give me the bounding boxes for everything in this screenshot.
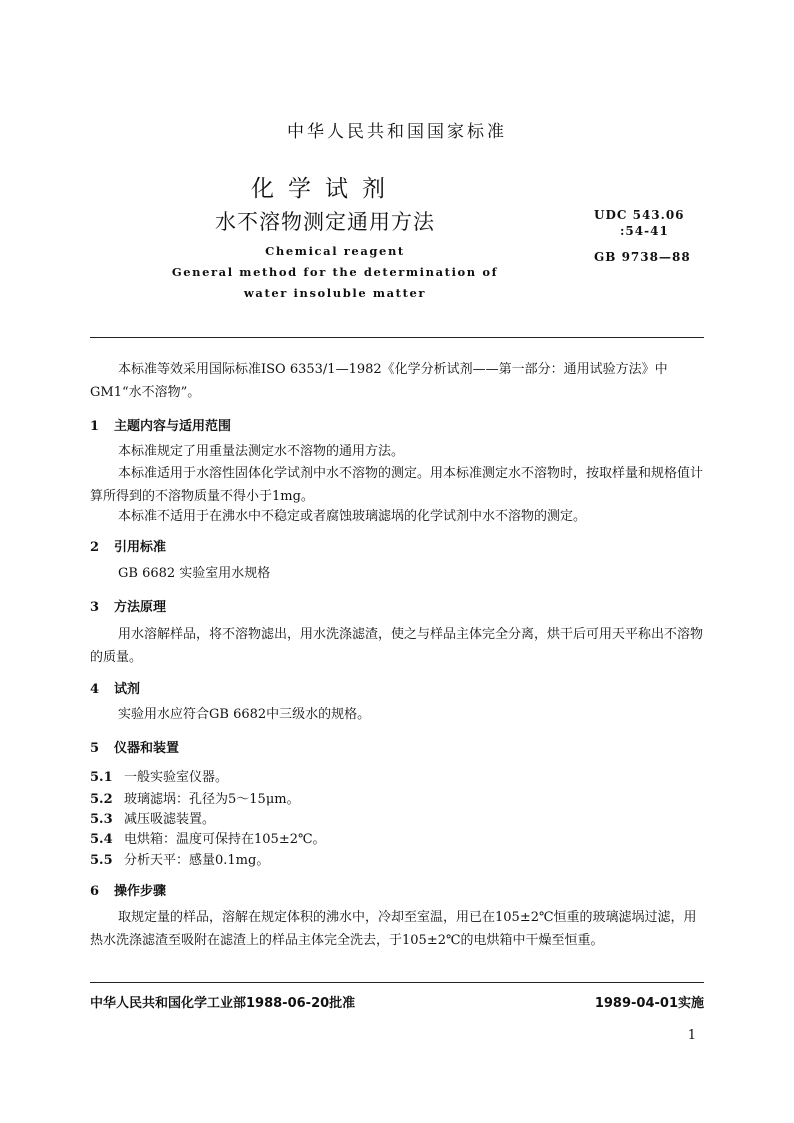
- document-subtitle: 水不溶物测定通用方法: [215, 210, 435, 234]
- section-1-heading: [90, 415, 231, 434]
- udc-code: UDC 543.06: [594, 208, 685, 222]
- section-6-heading: [90, 880, 166, 899]
- section-number: 1: [90, 419, 100, 434]
- section-4-paragraph-1: 实验用水应符合GB 6682中三级水的规格。: [118, 707, 371, 722]
- gb-number: GB 9738—88: [594, 250, 691, 264]
- section-number: 3: [90, 600, 100, 615]
- list-item: [90, 828, 326, 847]
- udc-code-suffix: :54-41: [620, 224, 669, 238]
- section-1-paragraph-3: 本标准不适用于在沸水中不稳定或者腐蚀玻璃滤埚的化学试剂中水不溶物的测定。: [118, 509, 587, 524]
- section-3-heading: [90, 596, 166, 615]
- page-number: 1: [687, 1028, 696, 1043]
- item-number: 5.1: [90, 770, 113, 785]
- section-number: 2: [90, 540, 100, 555]
- section-2-paragraph-1: GB 6682 实验室用水规格: [118, 566, 271, 581]
- item-number: 5.4: [90, 832, 113, 847]
- effective-date: 1989-04-01实施: [594, 996, 704, 1011]
- list-item: [90, 766, 228, 785]
- section-3-paragraph-1: 用水溶解样品，将不溶物滤出，用水洗涤滤渣，使之与样品主体完全分离，烘干后可用天平称出不溶物的质量。: [90, 627, 704, 665]
- item-number: 5.5: [90, 853, 113, 868]
- item-number: 5.3: [90, 812, 113, 827]
- english-title-line-1: Chemical reagent: [265, 244, 405, 258]
- approval-date: 中华人民共和国化学工业部1988-06-20批准: [90, 996, 356, 1011]
- item-text: 减压吸滤装置。: [124, 812, 216, 827]
- section-1-paragraph-2: 本标准适用于水溶性固体化学试剂中水不溶物的测定。用本标准测定水不溶物时，按取样量和规格值计算所得到的不溶物质量不得小于1mg。: [90, 466, 704, 504]
- section-2-heading: [90, 536, 166, 555]
- section-title: 引用标准: [114, 540, 167, 555]
- national-standard-label: 中华人民共和国国家标准: [287, 122, 507, 142]
- item-text: 分析天平：感量0.1mg。: [124, 853, 270, 868]
- list-item: [90, 808, 215, 827]
- section-title: 仪器和装置: [114, 741, 180, 756]
- footer-divider: [90, 982, 704, 983]
- english-title-line-2: General method for the determination of: [171, 265, 499, 279]
- section-4-heading: [90, 678, 140, 697]
- section-6-paragraph-1: 取规定量的样品，溶解在规定体积的沸水中，冷却至室温，用已在105±2℃恒重的玻璃滤埚过滤，用热水洗涤滤渣至吸附在滤渣上的样品主体完全洗去，于105±2℃的电烘箱中干燥至恒重。: [90, 910, 697, 948]
- list-item: [90, 849, 269, 868]
- section-number: 6: [90, 884, 100, 899]
- list-item: [90, 788, 300, 807]
- item-text: 电烘箱：温度可保持在105±2℃。: [124, 832, 326, 847]
- section-title: 试剂: [114, 682, 141, 697]
- header-divider: [90, 337, 704, 338]
- document-title: 化学试剂: [251, 176, 399, 202]
- section-number: 4: [90, 682, 100, 697]
- item-text: 玻璃滤埚：孔径为5～15μm。: [124, 792, 300, 807]
- english-title-line-3: water insoluble matter: [243, 286, 427, 300]
- section-5-heading: [90, 737, 179, 756]
- section-title: 方法原理: [114, 600, 167, 615]
- section-number: 5: [90, 741, 100, 756]
- section-title: 主题内容与适用范围: [114, 419, 232, 434]
- section-1-paragraph-1: 本标准规定了用重量法测定水不溶物的通用方法。: [118, 444, 405, 459]
- item-number: 5.2: [90, 792, 113, 807]
- section-title: 操作步骤: [114, 884, 167, 899]
- item-text: 一般实验室仪器。: [124, 770, 229, 785]
- intro-paragraph: 本标准等效采用国际标准ISO 6353/1—1982《化学分析试剂——第一部分：通用试验方法》中GM1“水不溶物”。: [90, 362, 668, 400]
